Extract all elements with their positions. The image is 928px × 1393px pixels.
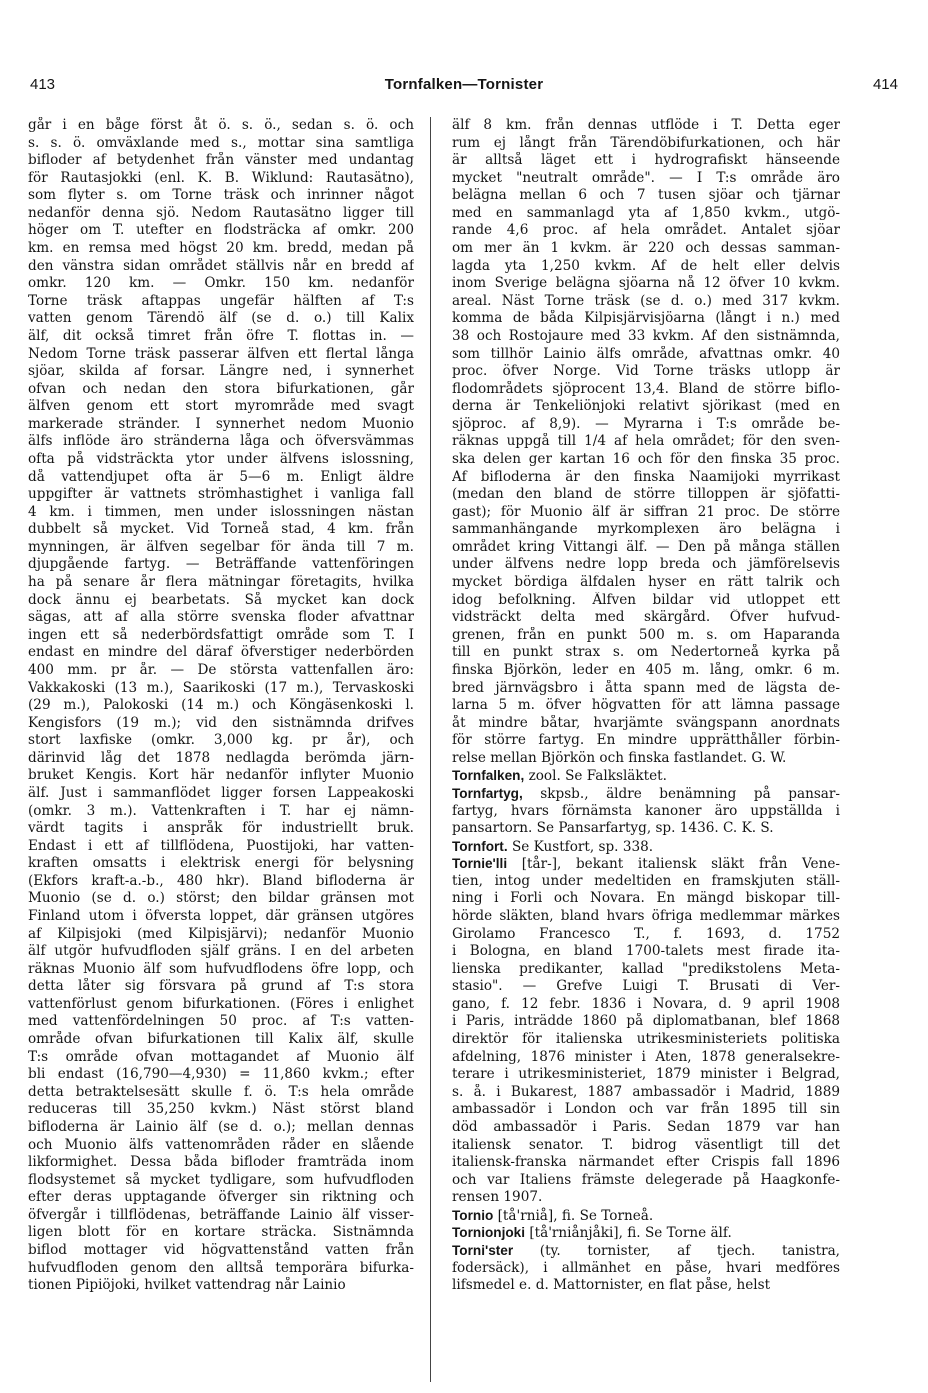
line-text: kraften omsatts i elektrisk energi för belysning <box>28 855 414 872</box>
line-text: älf, dit också timret från öfre T. flottas in. — <box>28 327 414 344</box>
text-line <box>28 838 414 856</box>
text-line <box>452 1224 840 1242</box>
text-line <box>28 1260 414 1278</box>
line-text: sjöproc. af 8,9). — Myrarna i T:s område be- <box>452 415 840 432</box>
text-line <box>452 1119 840 1137</box>
line-text: flodområdets sjöprocent 13,4. Bland de större biflo- <box>452 380 840 397</box>
text-line <box>452 926 840 944</box>
text-line <box>452 152 840 170</box>
line-text: rensen 1907. <box>452 1189 543 1206</box>
text-line <box>452 908 840 926</box>
entry-headword: Tornio <box>452 1207 494 1223</box>
text-line <box>452 416 840 434</box>
line-text: Muonio (se d. o.) störst; den bildar gränsen mot <box>28 890 414 907</box>
text-line <box>452 310 840 328</box>
text-line <box>452 1260 840 1278</box>
line-text: uppgifter är vattnets strömhastighet i vanliga fall <box>28 486 414 503</box>
line-text: som flyter s. om Torne träsk och inrinner något <box>28 187 414 204</box>
line-text: gast); för Muonio älf är siffran 21 proc. De större <box>452 503 840 520</box>
line-text: (Ekfors kraft-a.-b., 480 hkr). Bland bifloderna är <box>28 872 414 889</box>
line-text: rande 4,6 proc. af hela området. Antalet sjöar <box>452 222 840 239</box>
text-line <box>452 961 840 979</box>
line-text: till en punkt strax s. om Nedertorneå kyrka på <box>452 644 840 661</box>
text-line <box>452 1277 840 1295</box>
entry-headword: Tornfalken, <box>452 768 525 784</box>
line-text: är alltså läget ett i hydrografiskt hänseende <box>452 152 840 169</box>
line-text: hufvudfloden genom den alltså temporära bifurka- <box>28 1259 414 1276</box>
text-line <box>28 433 414 451</box>
text-line <box>28 820 414 838</box>
text-line <box>28 873 414 891</box>
line-text: lifsmedel e. d. Mattornister, en flat påse, helst <box>452 1277 771 1294</box>
text-line <box>452 855 840 873</box>
text-line <box>28 767 414 785</box>
text-line <box>452 662 840 680</box>
line-text: bifloderna är Lainio älf (se d. o.); mellan dennas <box>28 1118 414 1135</box>
entry-headword: Torni'ster <box>452 1243 514 1258</box>
text-line <box>452 873 840 891</box>
line-text: flodsystemet så mycket tydligare, som hufvudfloden <box>28 1171 414 1188</box>
text-line <box>452 1242 840 1260</box>
text-line <box>28 416 414 434</box>
text-line <box>452 644 840 662</box>
line-text: älfs inflöde äro stränderna låga och öfversvämmas <box>28 433 414 450</box>
text-line <box>452 205 840 223</box>
text-line <box>28 855 414 873</box>
text-line <box>452 381 840 399</box>
line-text: mycket "neutralt område". — I T:s område äro <box>452 169 840 186</box>
line-text: tionen Pipiöjoki, hvilket vattendrag når Lainio <box>28 1277 346 1294</box>
line-text: älf 8 km. från dennas utflöde i T. Detta eger <box>452 117 840 133</box>
line-text: går i en båge först åt ö. s. ö., sedan s. ö. och <box>28 117 414 133</box>
text-line <box>452 539 840 557</box>
line-text: italiensk senator. T. bidrog väsentligt till det <box>452 1136 840 1153</box>
line-text: bruket Kengis. Kort här nedanför inflyter Muonio <box>28 767 414 784</box>
line-text: ingen ett så nederbördsfattigt område som T. I <box>28 626 414 643</box>
line-text: larna 5 m. öfver högvatten för att lämna passage <box>452 697 840 714</box>
text-line <box>28 117 414 135</box>
line-text: område ofvan bifurkationen till Kalix älf, skulle <box>28 1031 414 1048</box>
entry-headword: Tornfartyg, <box>452 785 523 801</box>
text-line <box>28 1189 414 1207</box>
line-text: 38 och Rostojaure med 33 kvkm. Af den sistnämnda, <box>452 327 840 344</box>
text-line <box>28 328 414 346</box>
line-text: med en sammanlagd yta af 1,850 kvkm., utgö- <box>452 204 840 221</box>
text-line <box>452 1154 840 1172</box>
line-text: ofta på vidsträckta ytor under älfvens islossning, <box>28 450 414 467</box>
line-text: fartyg, hvars förnämsta kanoner äro uppställda i <box>452 802 840 819</box>
text-line <box>452 996 840 1014</box>
text-line <box>28 469 414 487</box>
line-text: för större fartyg. En mindre upprätthåller förbin- <box>452 732 840 749</box>
running-title: Tornfalken—Tornister <box>384 76 544 93</box>
line-text: den vänstra sidan området ställvis når en bredd af <box>28 257 414 274</box>
text-line <box>28 697 414 715</box>
text-line <box>28 715 414 733</box>
line-text: (ty. tornister, af tjech. tanistra, <box>513 1243 840 1259</box>
line-text: Endast i ett af tillflödena, Puostijoki, har vatten- <box>28 837 414 854</box>
line-text: djupgående fartyg. — Beträffande vattenföringen <box>28 556 414 573</box>
text-line <box>452 750 840 768</box>
line-text: s. å. i Bukarest, 1887 ambassadör i Madrid, 1889 <box>452 1083 840 1100</box>
text-line <box>28 574 414 592</box>
text-line <box>452 170 840 188</box>
text-line <box>28 486 414 504</box>
text-line <box>28 1066 414 1084</box>
text-line <box>452 890 840 908</box>
line-text: Girolamo Francesco T., f. 1693, d. 1752 <box>452 925 840 942</box>
text-line <box>28 293 414 311</box>
line-text: stasio". — Grefve Luigi T. Brusati di Ver- <box>452 978 840 995</box>
line-text: idog befolkning. Älfven bildar vid utloppet ett <box>452 591 840 608</box>
text-line <box>452 556 840 574</box>
line-text: Torne träsk aftappas ungefär hälften af T:s <box>28 292 414 309</box>
text-line <box>28 363 414 381</box>
text-line <box>452 1031 840 1049</box>
line-text: sägas, att af alla större svenska floder afvattnar <box>28 609 414 626</box>
text-line <box>452 1049 840 1067</box>
text-line <box>452 1013 840 1031</box>
page-number-left: 413 <box>30 76 56 93</box>
line-text: Vakkakoski (13 m.), Saarikoski (17 m.), Tervaskoski <box>28 679 414 696</box>
line-text: lienska predikanter, kallad "predikstolens Meta- <box>452 960 840 977</box>
line-text: biflod mottager vid högvattenstånd vatten från <box>28 1242 414 1258</box>
line-text: bred järnvägsbro i åtta spann med de lägsta de- <box>452 679 840 696</box>
text-line <box>452 433 840 451</box>
line-text: (omkr. 3 m.). Vattenkraften i T. har ej nämn- <box>28 802 414 819</box>
text-line <box>28 943 414 961</box>
text-line <box>452 222 840 240</box>
entry-headword: Tornfort. <box>452 838 508 854</box>
line-text: fodersäck), i allmänhet en påse, hvari medföres <box>452 1259 840 1276</box>
text-line <box>452 1189 840 1207</box>
text-line <box>28 187 414 205</box>
line-text: Nedom Torne träsk passerar älfven ett flertal långa <box>28 345 414 362</box>
text-line <box>28 275 414 293</box>
line-text: och var Italiens främste delegerade på Haagkonfe- <box>452 1171 840 1188</box>
text-line <box>452 697 840 715</box>
line-text: ofvan och nedan den stora bifurkationen, går <box>28 380 414 397</box>
line-text: [tår-], bekant italiensk släkt från Vene- <box>507 856 840 873</box>
line-text: komma de båda Kilpisjärvisjöarna (långt i n.) med <box>452 310 840 327</box>
text-line <box>28 978 414 996</box>
line-text: för Rautasjokki (enl. K. B. Wiklund: Rautasätno), <box>28 169 414 186</box>
text-line <box>28 662 414 680</box>
text-line <box>452 1207 840 1225</box>
line-text: om mer än 1 kvkm. är 220 och dessas samman- <box>452 240 840 257</box>
line-text: Finland utom i öfversta loppet, där gränsen utgöres <box>28 908 414 925</box>
entry-headword: Tornie'lli <box>452 856 508 872</box>
text-line <box>452 1066 840 1084</box>
text-line <box>28 521 414 539</box>
text-line <box>452 592 840 610</box>
text-line <box>28 908 414 926</box>
line-text: T:s område ofvan mottagandet af Muonio älf <box>28 1048 414 1065</box>
text-line <box>28 680 414 698</box>
line-text: sammanhängande myrkomplexen äro belägna i <box>452 521 840 538</box>
line-text: ning i Forli och Novara. En mängd biskopar till- <box>452 890 840 907</box>
line-text: vattenförlust genom bifurkationen. (Föres i enlighet <box>28 995 414 1012</box>
line-text: (29 m.), Palokoski (14 m.) och Köngäsenkoski l. <box>28 697 414 714</box>
line-text: under älfvens nedre lopp breda och jämförelsevis <box>452 556 840 573</box>
line-text: detta betraktelsesätt skulle f. ö. T:s hela område <box>28 1083 414 1100</box>
line-text: vidsträckt delta med skärgård. Öfver hufvud- <box>452 609 840 626</box>
text-line <box>452 627 840 645</box>
line-text: och Muonio älfs vattenområden råder en slående <box>28 1136 414 1153</box>
text-line <box>452 258 840 276</box>
text-line <box>452 521 840 539</box>
text-line <box>452 363 840 381</box>
text-line <box>28 1242 414 1260</box>
line-text: i Bologna, en bland 1700-talets mest firade ita- <box>452 943 840 960</box>
text-line <box>28 346 414 364</box>
line-text: [tå'rniånjåki], fi. Se Torne älf. <box>525 1225 732 1242</box>
line-text: skpsb., äldre benämning på pansar- <box>522 785 840 802</box>
text-line <box>452 117 840 135</box>
text-line <box>452 767 840 785</box>
text-line <box>28 222 414 240</box>
text-line <box>28 1101 414 1119</box>
text-line <box>452 293 840 311</box>
text-line <box>452 135 840 153</box>
line-text: vatten genom Tärendö älf (se d. o.) till Kalix <box>28 310 414 327</box>
line-text: km. en remsa med högst 20 km. bredd, medan på <box>28 240 414 257</box>
text-line <box>28 785 414 803</box>
line-text: värdt tagits i anspråk för industriellt bruk. <box>28 820 414 837</box>
line-text: pansartorn. Se Pansarfartyg, sp. 1436. C. K. S. <box>452 820 774 837</box>
text-line <box>452 469 840 487</box>
text-line <box>28 1119 414 1137</box>
line-text: areal. Näst Torne träsk (se d. o.) med 317 kvkm. <box>452 292 840 309</box>
text-line <box>452 785 840 803</box>
line-text: reduceras till 35,250 kvkm.) Näst störst bland <box>28 1101 414 1118</box>
line-text: ska delen ger kartan 16 och för den finska 35 proc. <box>452 450 840 467</box>
text-line <box>28 240 414 258</box>
text-line <box>28 750 414 768</box>
text-line <box>452 398 840 416</box>
text-line <box>452 838 840 856</box>
line-text: efter deras upptagande öfverger sin riktning och <box>28 1189 414 1206</box>
text-line <box>28 1013 414 1031</box>
line-text: älfven genom ett stort myrområde med svagt <box>28 398 414 415</box>
line-text: af Kilpisjoki (med Kilpisjärvi); nedanför Muonio <box>28 925 414 942</box>
line-text: belägna mellan 6 och 7 tusen sjöar och tjärnar <box>452 187 840 204</box>
text-line <box>452 1137 840 1155</box>
text-line <box>28 504 414 522</box>
text-line <box>28 398 414 416</box>
line-text: bifloder af betydenhet från vänster med undantag <box>28 152 414 169</box>
line-text: dock ännu ej bearbetats. Så mycket kan dock <box>28 591 414 608</box>
line-text: detta låter sig försvara på grund af T:s stora <box>28 978 414 995</box>
line-text: stort laxfiske (omkr. 3,000 kg. pr år), och <box>28 732 414 749</box>
text-line <box>28 152 414 170</box>
text-line <box>28 1031 414 1049</box>
line-text: mycket bördiga älfdalen hyser en rätt talrik och <box>452 574 840 591</box>
line-text: inom Sverige belägna sjöarna nå 12 öfver 10 kvkm. <box>452 275 840 292</box>
text-line <box>452 574 840 592</box>
text-line <box>452 275 840 293</box>
line-text: [tå'rniå], fi. Se Torneå. <box>493 1207 654 1224</box>
entry-headword: Tornionjoki <box>452 1225 525 1241</box>
line-text: s. s. ö. omväxlande med s., mottar sina samtliga <box>28 134 414 151</box>
text-line <box>28 627 414 645</box>
line-text: i Paris, inträdde 1860 på diplomatbanan, blef 1868 <box>452 1013 840 1030</box>
line-text: endast en mindre del däraf öfverstiger nederbörden <box>28 644 414 661</box>
text-line <box>28 732 414 750</box>
text-line <box>28 961 414 979</box>
line-text: italiensk-franska närmandet efter Crispis fall 1896 <box>452 1154 840 1171</box>
line-text: rum ej långt från Tärendöbifurkationen, och här <box>452 134 840 151</box>
line-text: Kengisfors (19 m.); vid den sistnämnda drifves <box>28 714 414 731</box>
text-line <box>28 1277 414 1295</box>
text-line <box>452 609 840 627</box>
line-text: grenen, från en punkt 500 m. s. om Haparanda <box>452 626 840 643</box>
text-line <box>452 820 840 838</box>
line-text: dubbelt så mycket. Vid Torneå stad, 4 km. från <box>28 521 414 538</box>
text-line <box>28 1154 414 1172</box>
line-text: ha på senare år flera mätningar företagits, hvilka <box>28 574 414 591</box>
text-line <box>28 1137 414 1155</box>
text-line <box>28 609 414 627</box>
line-text: ambassadör i London och var från 1895 till sin <box>452 1101 840 1118</box>
text-line <box>452 943 840 961</box>
line-text: proc. öfver Norge. Vid Torne träsks utlopp är <box>452 363 840 380</box>
line-text: höger om T. utefter en flodsträcka af omkr. 200 <box>28 222 414 239</box>
text-line <box>452 1101 840 1119</box>
text-line <box>28 1172 414 1190</box>
line-text: Se Kustfort, sp. 338. <box>507 838 654 855</box>
text-line <box>452 732 840 750</box>
text-line <box>28 644 414 662</box>
line-text: området kring Vittangi älf. — Den på många ställen <box>452 538 840 555</box>
text-line <box>452 1084 840 1102</box>
text-line <box>28 170 414 188</box>
text-line <box>28 381 414 399</box>
line-text: ligen blott för en kortare sträcka. Sistnämnda <box>28 1224 414 1241</box>
page-number-right: 414 <box>872 76 898 93</box>
line-text: gano, f. 12 febr. 1836 i Novara, d. 9 april 1908 <box>452 995 840 1012</box>
text-line <box>452 680 840 698</box>
line-text: Af bifloderna är den finska Naamijoki myrrikast <box>452 468 840 485</box>
line-text: relse mellan Björkön och finska fastlandet. G. W. <box>452 749 787 766</box>
text-line <box>452 346 840 364</box>
line-text: zool. Se Falksläktet. <box>524 768 667 785</box>
line-text: därinvid låg det 1878 nedlagda berömda järn- <box>28 749 414 766</box>
text-line <box>452 187 840 205</box>
line-text: älf. Just i sammanflödet ligger forsen Lappeakoski <box>28 784 414 801</box>
text-line <box>28 996 414 1014</box>
line-text: likformighet. Dessa båda bifloder framträda inom <box>28 1154 414 1171</box>
line-text: som tillhör Lainio älfs område, afvattnas omkr. 40 <box>452 345 840 362</box>
text-line <box>28 135 414 153</box>
column-divider <box>430 117 431 1382</box>
right-column <box>452 117 840 1295</box>
text-line <box>452 504 840 522</box>
text-line <box>28 803 414 821</box>
text-line <box>28 1049 414 1067</box>
text-line <box>452 486 840 504</box>
line-text: hörde släkten, bland hvars öfriga medlemmar märkes <box>452 908 840 925</box>
line-text: sjöar, skilda af forsar. Längre ned, i synnerhet <box>28 363 414 380</box>
line-text: afdelning, 1876 minister i Aten, 1878 generalsekre- <box>452 1048 840 1065</box>
line-text: älf utgör hufvudfloden själf gräns. I en del arbeten <box>28 943 414 960</box>
line-text: 4 km. i timmen, men under islossningen nästan <box>28 503 414 520</box>
line-text: med vattenfördelningen 50 proc. af T:s vatten- <box>28 1013 414 1030</box>
left-column <box>28 117 414 1295</box>
text-line <box>452 240 840 258</box>
text-line <box>28 592 414 610</box>
line-text: 400 mm. pr år. — De största vattenfallen äro: <box>28 661 414 678</box>
line-text: lagda yta 1,250 kvkm. Af de helt eller delvis <box>452 257 840 274</box>
text-line <box>28 310 414 328</box>
line-text: omkr. 120 km. — Omkr. 150 km. nedanför <box>28 275 414 292</box>
text-line <box>28 205 414 223</box>
text-line <box>452 1172 840 1190</box>
text-line <box>28 1224 414 1242</box>
text-line <box>452 451 840 469</box>
text-line <box>28 890 414 908</box>
page-header <box>30 76 898 100</box>
line-text: mynningen, är älfven segelbar för ända till 7 m. <box>28 538 414 555</box>
text-line <box>28 556 414 574</box>
line-text: död ambassadör i Paris. Sedan 1879 var han <box>452 1118 840 1135</box>
line-text: räknas Muonio älf som hufvudflodens öfre lopp, och <box>28 960 414 977</box>
line-text: terare i utrikesministeriet, 1879 minister i Belgrad, <box>452 1066 840 1083</box>
text-line <box>28 258 414 276</box>
text-line <box>28 539 414 557</box>
text-line <box>28 1207 414 1225</box>
line-text: direktör för italienska utrikesministeriets politiska <box>452 1031 840 1048</box>
line-text: bli endast (16,790—4,930) = 11,860 kvkm.; efter <box>28 1066 414 1083</box>
text-line <box>452 978 840 996</box>
text-line <box>28 1084 414 1102</box>
text-line <box>452 715 840 733</box>
text-line <box>28 926 414 944</box>
line-text: derna är Tenkeliönjoki relativt sjörikast (med en <box>452 398 840 415</box>
line-text: markerade stränder. I synnerhet nedom Muonio <box>28 415 414 432</box>
text-line <box>28 451 414 469</box>
line-text: öfvergår i tillflödenas, beträffande Lainio älf visser- <box>28 1206 414 1223</box>
text-line <box>452 803 840 821</box>
line-text: då vattendjupet ofta är 5—6 m. Enligt äldre <box>28 468 414 485</box>
line-text: åt mindre båtar, hvarjämte svängspann anordnats <box>452 714 840 731</box>
text-line <box>452 328 840 346</box>
line-text: räknas uppgå till 1/4 af hela området; för den sven- <box>452 433 840 450</box>
line-text: tien, intog under medeltiden en framskjuten ställ- <box>452 872 840 889</box>
line-text: (medan den bland de större tilloppen är sjöfatti- <box>452 486 840 503</box>
line-text: finska Björkön, leder en 405 m. lång, omkr. 6 m. <box>452 661 840 678</box>
line-text: nedanför denna sjö. Nedom Rautasätno ligger till <box>28 204 414 221</box>
